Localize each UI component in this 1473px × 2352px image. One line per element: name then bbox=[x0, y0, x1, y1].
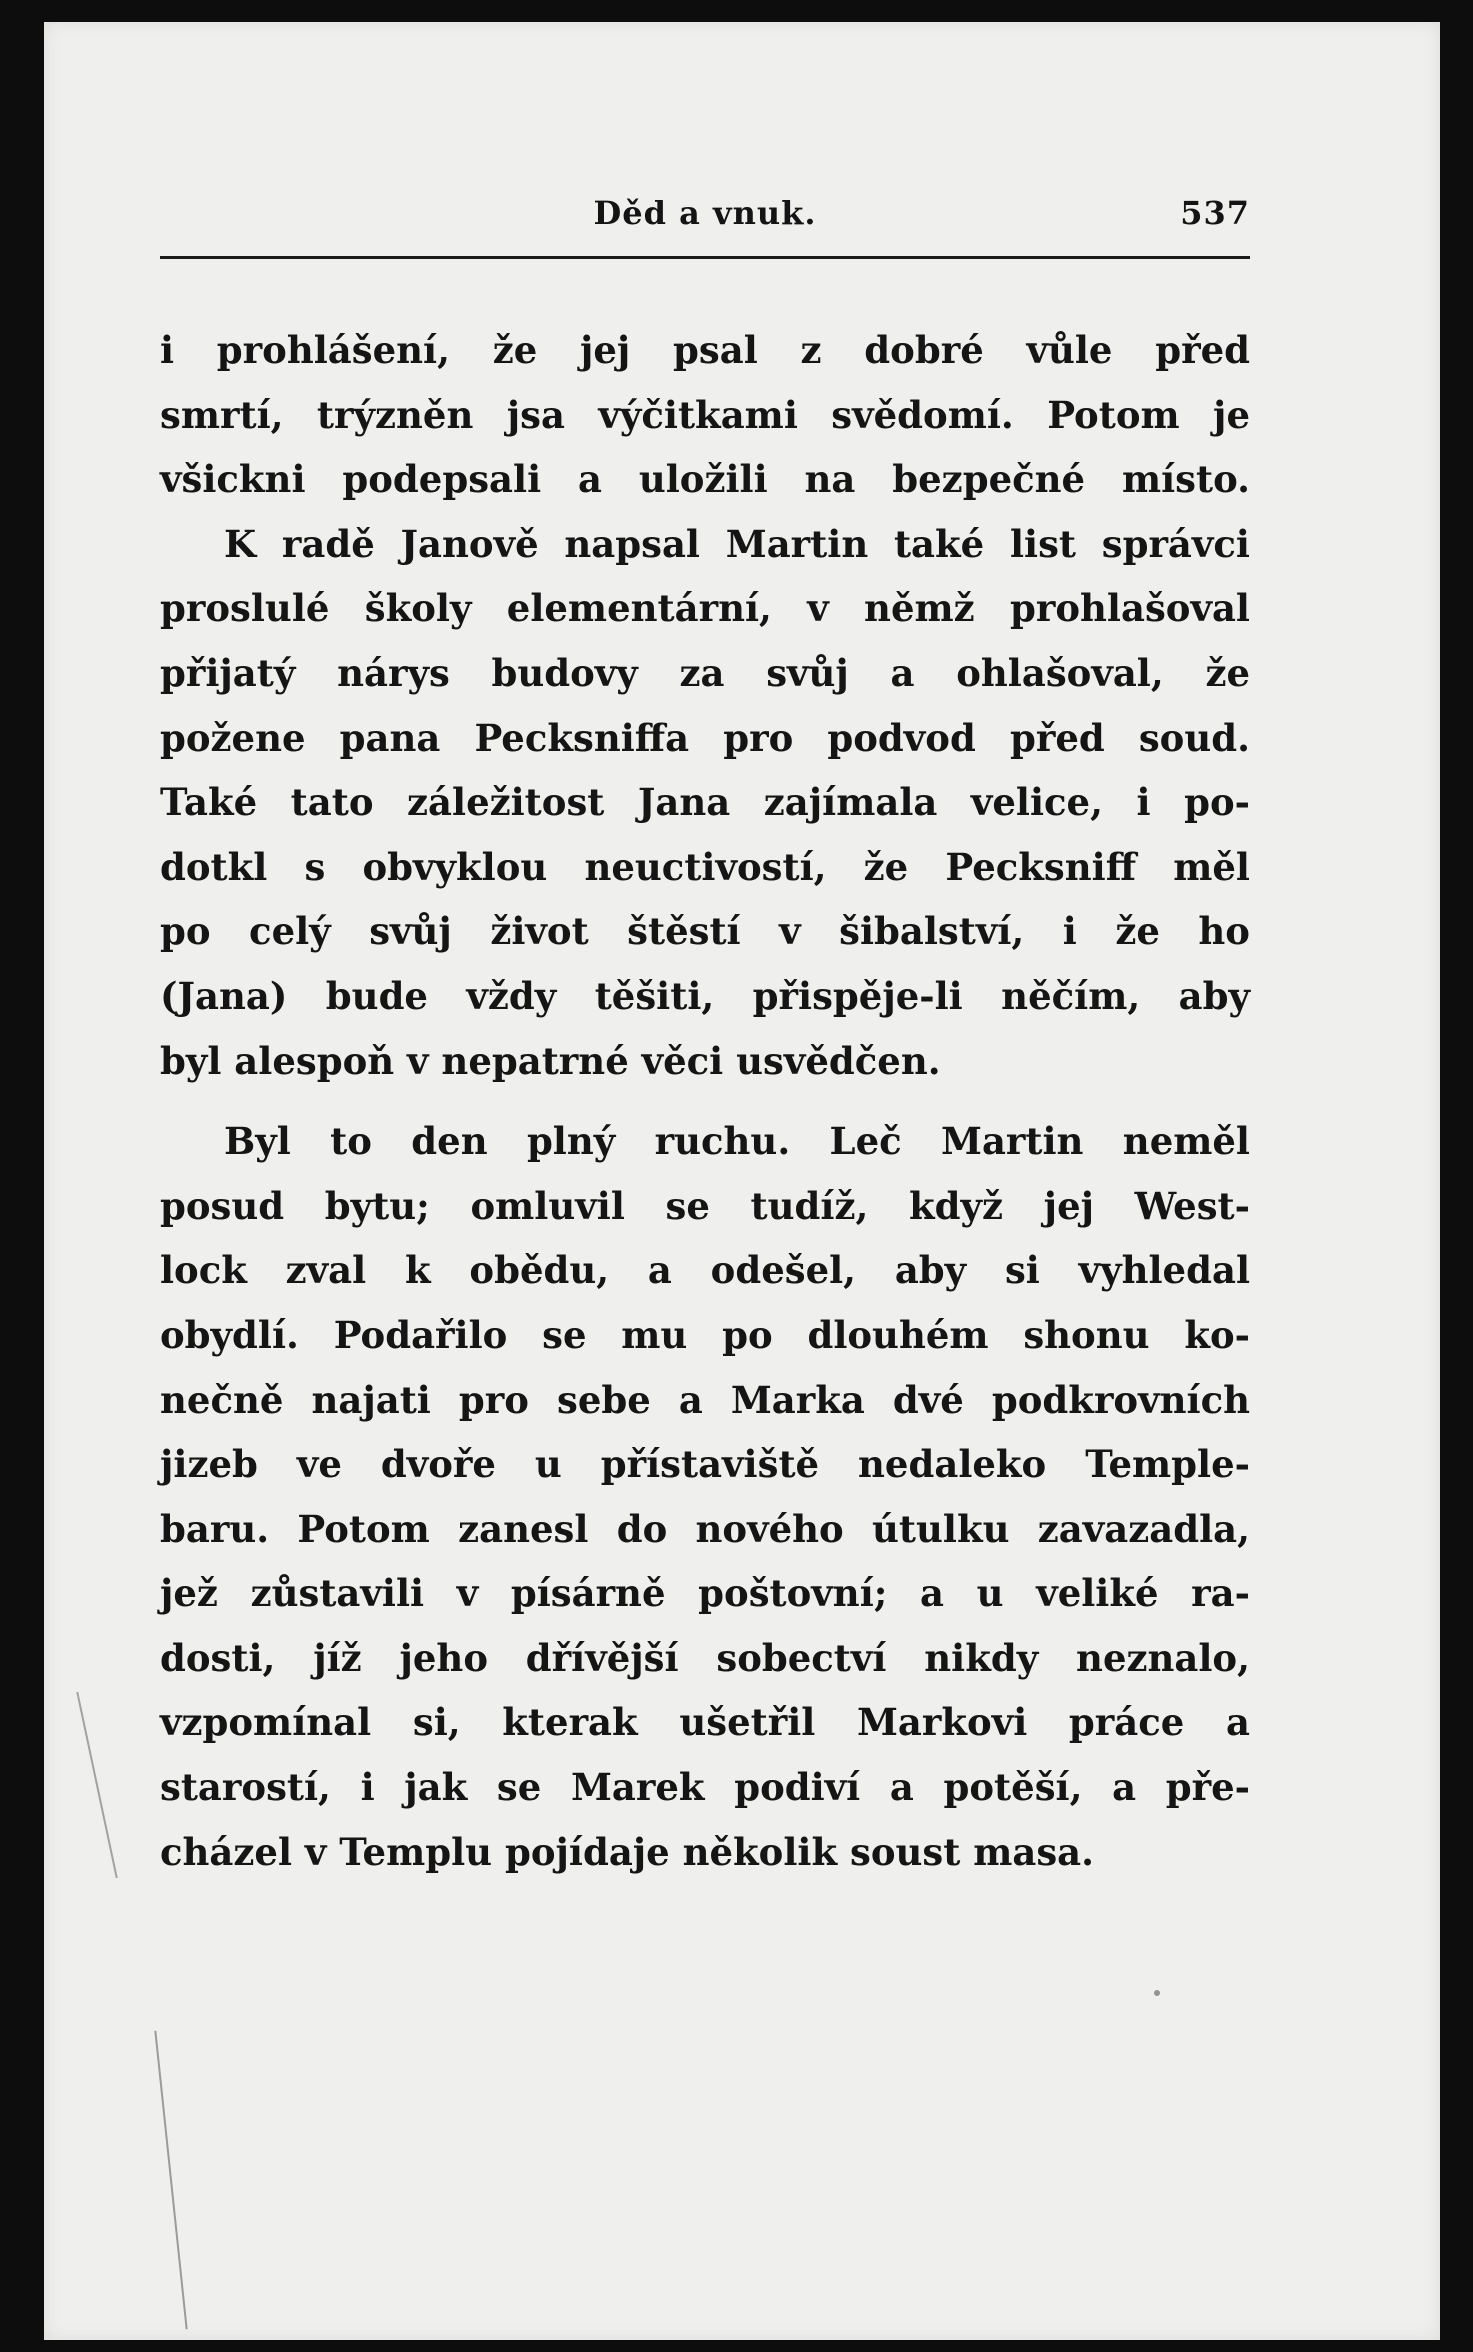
text-line: byl alespoň v nepatrné věci usvědčen. bbox=[160, 1038, 941, 1083]
text-line: nečně najati pro sebe a Marka dvé podkrovních bbox=[160, 1377, 1250, 1422]
header-rule bbox=[160, 256, 1250, 259]
body-text bbox=[160, 318, 1250, 1884]
text-line: Byl to den plný ruchu. Leč Martin neměl bbox=[224, 1119, 1250, 1164]
paragraph-gap bbox=[160, 1093, 1250, 1109]
page-header bbox=[160, 176, 1250, 256]
text-line: všickni podepsali a uložili na bezpečné místo. bbox=[160, 457, 1250, 502]
text-line: (Jana) bude vždy těšiti, přispěje-li něčím, aby bbox=[160, 973, 1250, 1018]
text-line: dosti, jíž jeho dřívější sobectví nikdy neznalo, bbox=[160, 1635, 1250, 1680]
paragraph-2 bbox=[160, 512, 1250, 1093]
paragraph-1 bbox=[160, 318, 1250, 512]
text-line: obydlí. Podařilo se mu po dlouhém shonu ko- bbox=[160, 1312, 1250, 1357]
text-line: požene pana Pecksniffa pro podvod před soud. bbox=[160, 715, 1250, 760]
text-line: K radě Janově napsal Martin také list správci bbox=[224, 521, 1250, 566]
text-line: po celý svůj život štěstí v šibalství, i že ho bbox=[160, 909, 1250, 954]
text-line: Také tato záležitost Jana zajímala velice, i po- bbox=[160, 780, 1250, 825]
text-line: i prohlášení, že jej psal z dobré vůle před bbox=[160, 328, 1250, 372]
text-line: jizeb ve dvoře u přístaviště nedaleko Temple- bbox=[160, 1442, 1250, 1487]
page-number: 537 bbox=[1180, 194, 1250, 232]
text-line: baru. Potom zanesl do nového útulku zavazadla, bbox=[160, 1506, 1250, 1551]
paragraph-3 bbox=[160, 1109, 1250, 1884]
text-line: proslulé školy elementární, v němž prohlašoval bbox=[160, 586, 1250, 631]
text-line: cházel v Templu pojídaje několik soust masa. bbox=[160, 1829, 1095, 1874]
text-line: dotkl s obvyklou neuctivostí, že Pecksniff měl bbox=[160, 844, 1250, 889]
text-line: starostí, i jak se Marek podiví a potěší, a pře- bbox=[160, 1765, 1250, 1810]
text-line: smrtí, trýzněn jsa výčitkami svědomí. Potom je bbox=[160, 392, 1250, 437]
scan-margin-mark bbox=[1154, 1990, 1160, 1996]
text-line: lock zval k obědu, a odešel, aby si vyhledal bbox=[160, 1248, 1250, 1293]
text-line: přijatý nárys budovy za svůj a ohlašoval, že bbox=[160, 650, 1250, 695]
text-line: vzpomínal si, kterak ušetřil Markovi práce a bbox=[160, 1700, 1250, 1745]
text-line: jež zůstavili v písárně poštovní; a u veliké ra- bbox=[160, 1571, 1250, 1616]
text-line: posud bytu; omluvil se tudíž, když jej West- bbox=[160, 1183, 1250, 1228]
running-title: Děd a vnuk. bbox=[593, 194, 817, 232]
